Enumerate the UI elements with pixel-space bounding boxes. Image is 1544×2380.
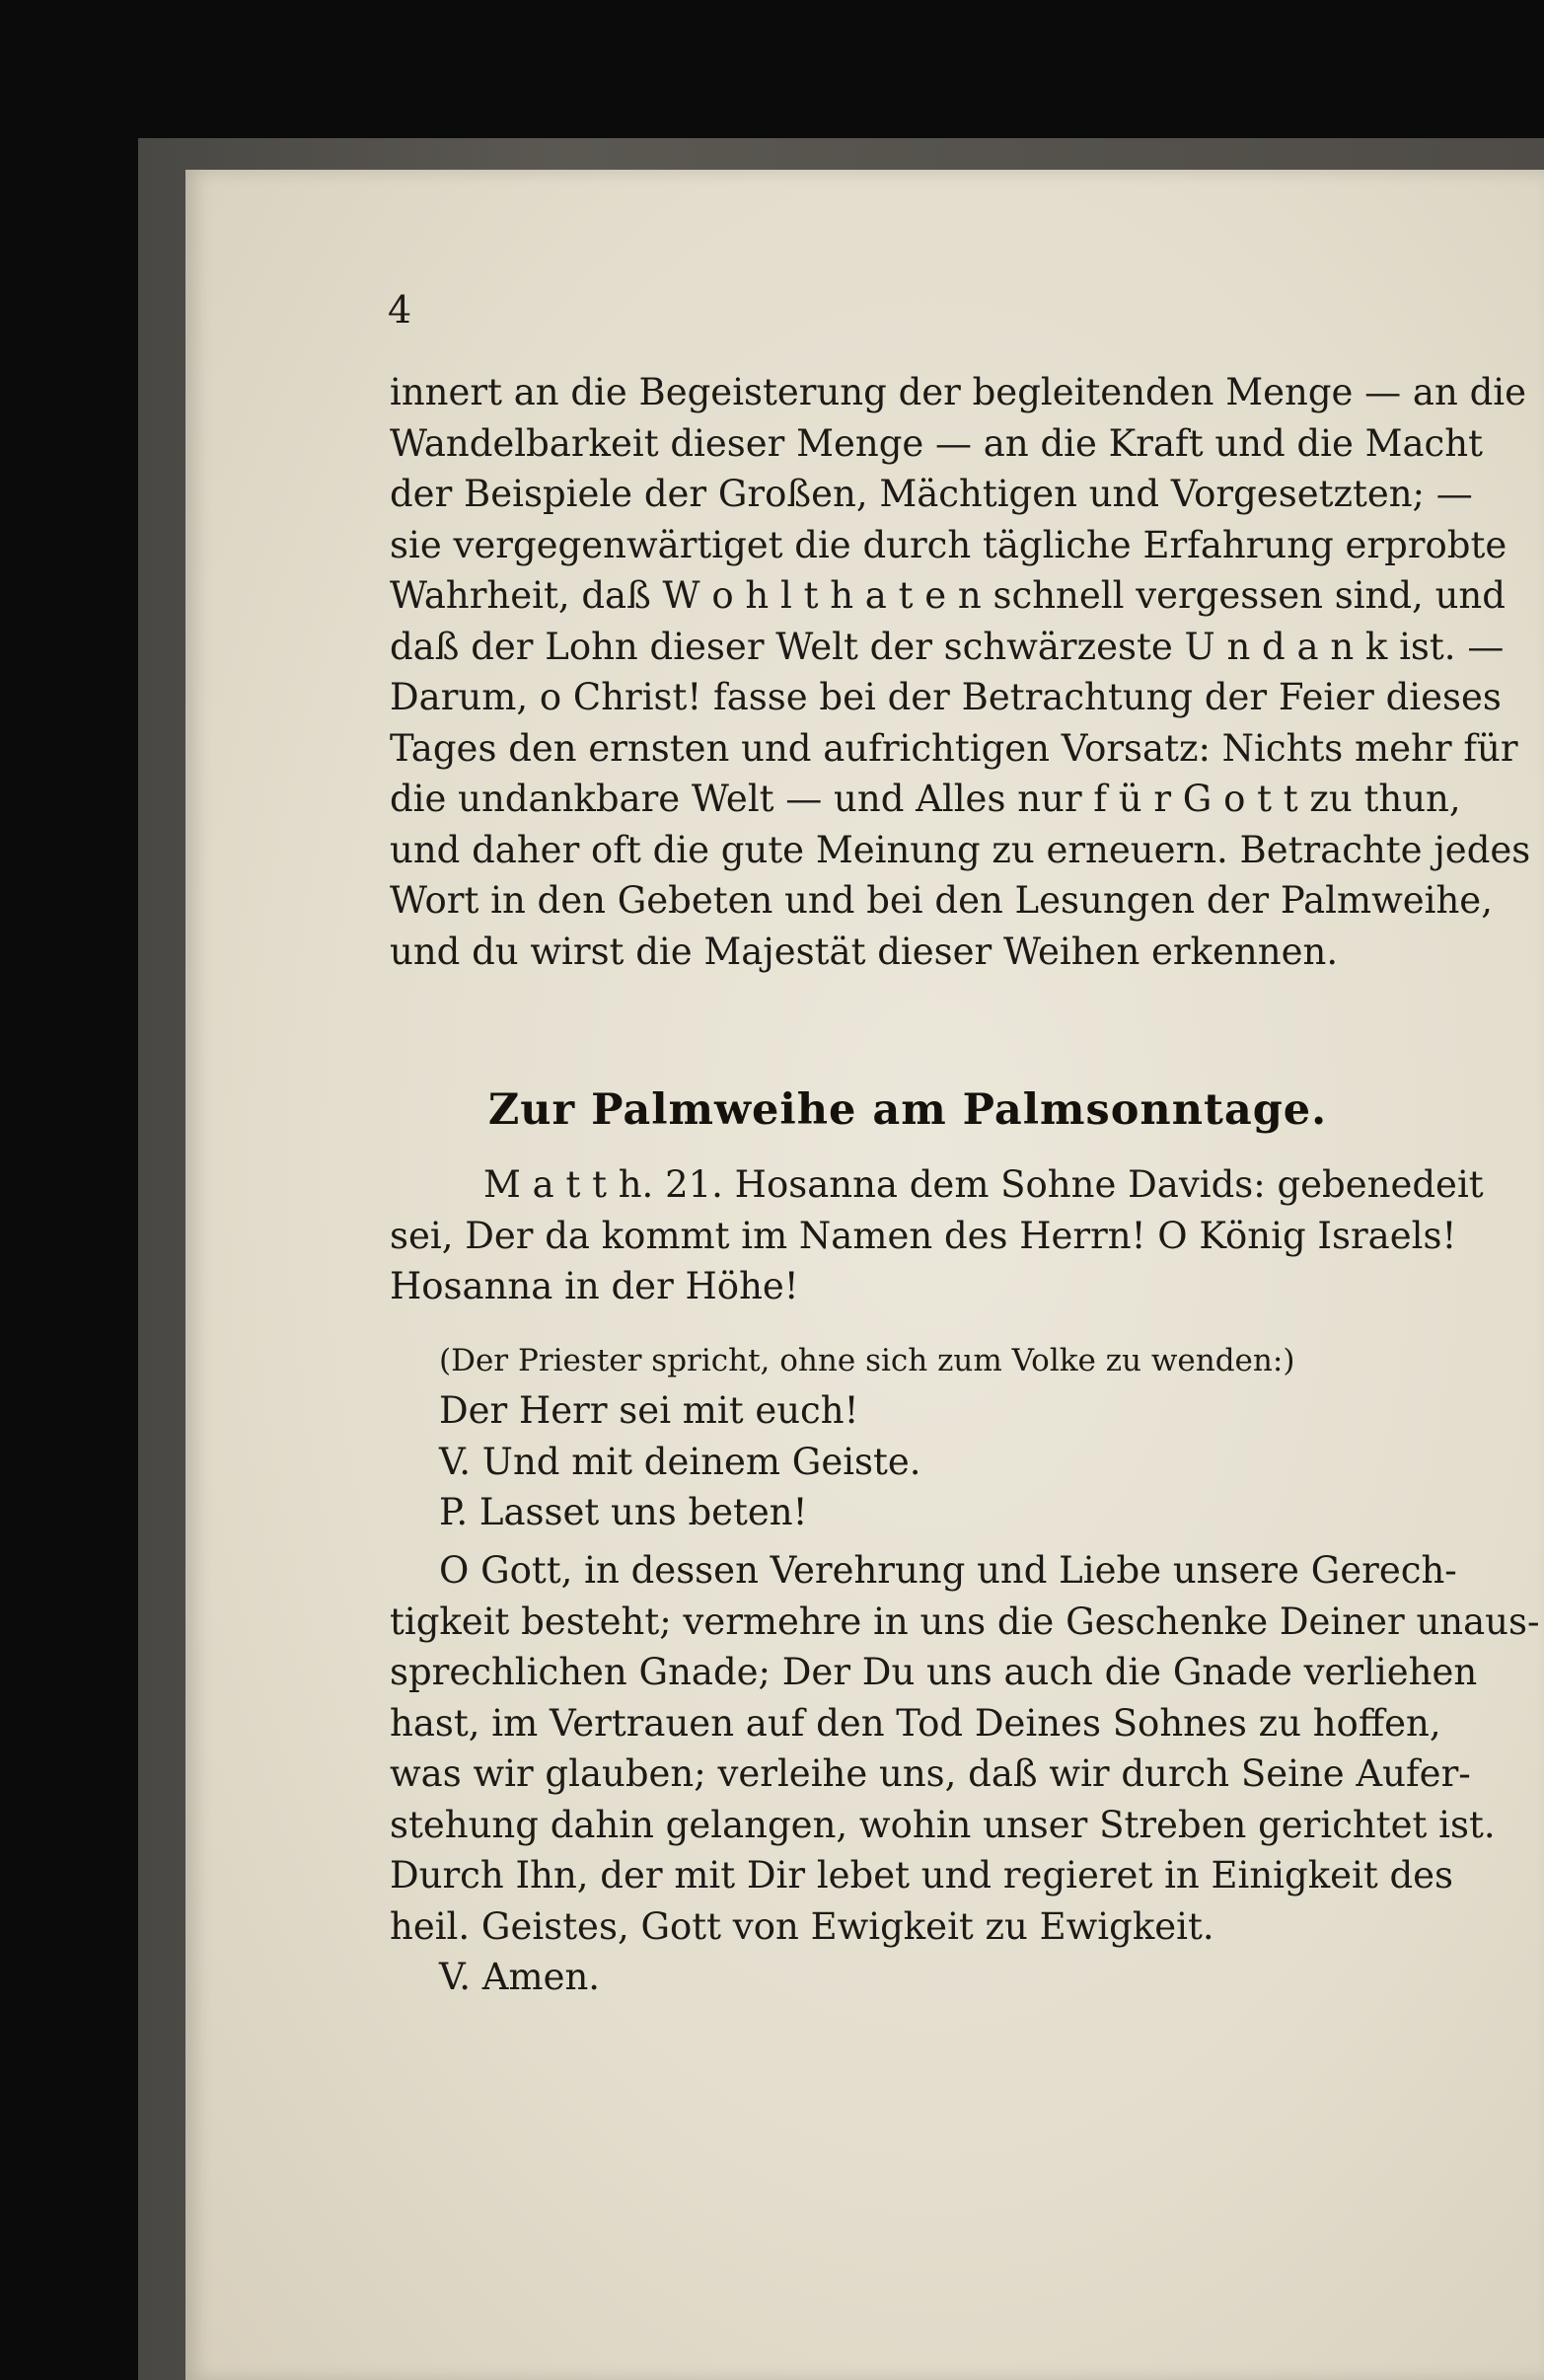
text-line: tigkeit besteht; vermehre in uns die Geschenke Deiner unaus-: [390, 1599, 1540, 1643]
versicle-dialogue: [390, 1385, 1426, 1538]
text-line: was wir glauben; verleihe uns, daß wir durch Seine Aufer-: [390, 1752, 1471, 1795]
text-line: die undankbare Welt — und Alles nur f ü r G o t t zu thun,: [390, 778, 1461, 820]
text-line: Wort in den Gebeten und bei den Lesungen der Palmweihe,: [390, 879, 1493, 922]
scripture-verse: [390, 1159, 1484, 1312]
text-line: Hosanna in der Höhe!: [390, 1265, 799, 1307]
collect-prayer: [390, 1545, 1540, 2003]
text-line: stehung dahin gelangen, wohin unser Streben gerichtet ist.: [390, 1803, 1496, 1846]
text-line: sprechlichen Gnade; Der Du uns auch die Gnade verliehen: [390, 1651, 1478, 1693]
intro-paragraph: [390, 367, 1531, 977]
text-line: daß der Lohn dieser Welt der schwärzeste U n d a n k ist. —: [390, 625, 1505, 668]
text-line: Darum, o Christ! fasse bei der Betrachtung der Feier dieses: [390, 676, 1502, 718]
rubric-instruction: (Der Priester spricht, ohne sich zum Volke zu wenden:): [439, 1343, 1295, 1378]
text-line: hast, im Vertrauen auf den Tod Deines Sohnes zu hoffen,: [390, 1701, 1441, 1745]
dialogue-line: Der Herr sei mit euch!: [439, 1389, 859, 1432]
text-line: Wandelbarkeit dieser Menge — an die Kraft und die Macht: [390, 421, 1483, 465]
text-line: Wahrheit, daß W o h l t h a t e n schnell vergessen sind, und: [390, 574, 1506, 617]
text-line: O Gott, in dessen Verehrung und Liebe unsere Gerech-: [439, 1549, 1457, 1592]
text-line: der Beispiele der Großen, Mächtigen und Vorgesetzten; —: [390, 473, 1473, 515]
text-line: Tages den ernsten und aufrichtigen Vorsatz: Nichts mehr für: [390, 726, 1518, 770]
text-line: innert an die Begeisterung der begleitenden Menge — an die: [390, 371, 1526, 413]
response-amen: V. Amen.: [439, 1956, 601, 1998]
dialogue-line: V. Und mit deinem Geiste.: [439, 1440, 921, 1483]
section-heading: Zur Palmweihe am Palmsonntage.: [487, 1085, 1328, 1135]
text-line: Durch Ihn, der mit Dir lebet und regieret in Einigkeit des: [390, 1854, 1454, 1897]
text-line: sie vergegenwärtiget die durch tägliche Erfahrung erprobte: [390, 523, 1507, 566]
text-line: und daher oft die gute Meinung zu erneuern. Betrachte jedes: [390, 828, 1531, 871]
text-line: M a t t h. 21. Hosanna dem Sohne Davids: gebenedeit: [483, 1163, 1484, 1206]
page-number: 4: [388, 288, 412, 332]
text-line: heil. Geistes, Gott von Ewigkeit zu Ewigkeit.: [390, 1904, 1214, 1948]
text-line: und du wirst die Majestät dieser Weihen erkennen.: [390, 930, 1339, 973]
dialogue-line: P. Lasset uns beten!: [439, 1491, 808, 1533]
text-line: sei, Der da kommt im Namen des Herrn! O König Israels!: [390, 1214, 1457, 1257]
